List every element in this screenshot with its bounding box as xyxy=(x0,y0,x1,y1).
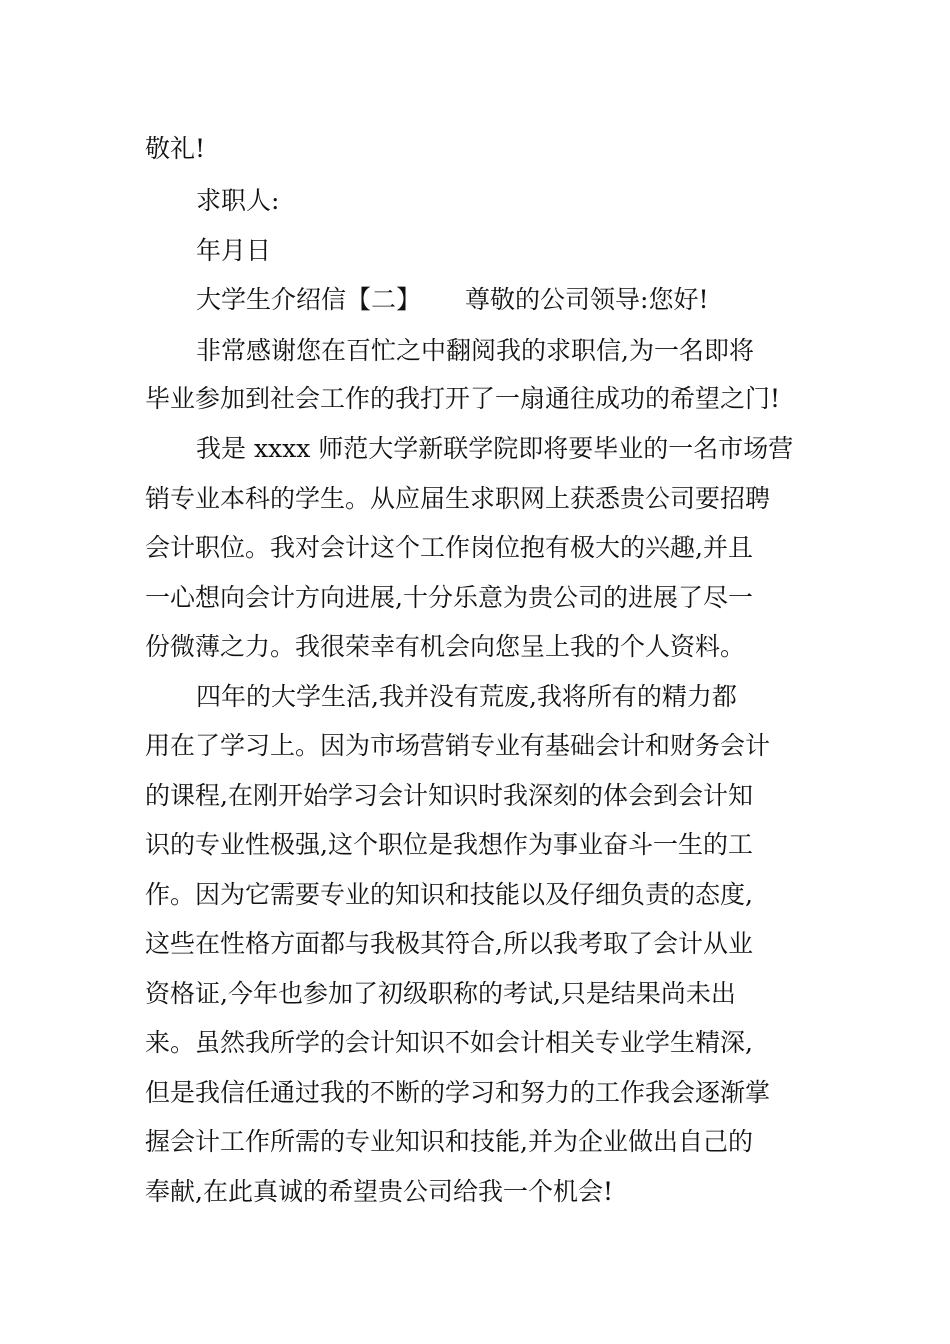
paragraph-line: 份微薄之力。我很荣幸有机会向您呈上我的个人资料。 xyxy=(145,632,746,661)
paragraph-line: 但是我信任通过我的不断的学习和努力的工作我会逐渐掌 xyxy=(145,1078,771,1107)
heading-line xyxy=(196,285,709,315)
date-label: 年月日 xyxy=(196,236,272,265)
paragraph-line: 握会计工作所需的专业知识和技能,并为企业做出自己的 xyxy=(145,1127,753,1156)
paragraph-line: 资格证,今年也参加了初级职称的考试,只是结果尚未出 xyxy=(145,979,736,1008)
paragraph-line: 一心想向会计方向进展,十分乐意为贵公司的进展了尽一 xyxy=(145,583,753,612)
paragraph-line: 用在了学习上。因为市场营销专业有基础会计和财务会计 xyxy=(145,731,771,760)
paragraph-line: 作。因为它需要专业的知识和技能以及仔细负责的态度, xyxy=(145,880,753,909)
paragraph-line: 非常感谢您在百忙之中翻阅我的求职信,为一名即将 xyxy=(196,336,754,365)
paragraph-line: 识的专业性极强,这个职位是我想作为事业奋斗一生的工 xyxy=(145,830,753,859)
signature-label: 求职人: xyxy=(196,186,280,215)
letter-greeting: 尊敬的公司领导:您好! xyxy=(465,285,709,314)
paragraph-line: 奉献,在此真诚的希望贵公司给我一个机会! xyxy=(145,1177,613,1206)
paragraph-line: 来。虽然我所学的会计知识不如会计相关专业学生精深, xyxy=(145,1028,753,1057)
paragraph-line: 的课程,在刚开始学习会计知识时我深刻的体会到会计知 xyxy=(145,781,753,810)
paragraph-line: 会计职位。我对会计这个工作岗位抱有极大的兴趣,并且 xyxy=(145,533,753,562)
paragraph-line: 这些在性格方面都与我极其符合,所以我考取了会计从业 xyxy=(145,929,753,958)
paragraph-line: 我是 xxxx 师范大学新联学院即将要毕业的一名市场营 xyxy=(196,434,794,463)
letter-heading: 大学生介绍信【二】 xyxy=(196,285,422,314)
paragraph-line: 销专业本科的学生。从应届生求职网上获悉贵公司要招聘 xyxy=(145,484,771,513)
closing-salutation: 敬礼! xyxy=(145,134,206,163)
paragraph-line: 四年的大学生活,我并没有荒废,我将所有的精力都 xyxy=(196,682,737,711)
paragraph-line: 毕业参加到社会工作的我打开了一扇通往成功的希望之门! xyxy=(145,384,781,413)
